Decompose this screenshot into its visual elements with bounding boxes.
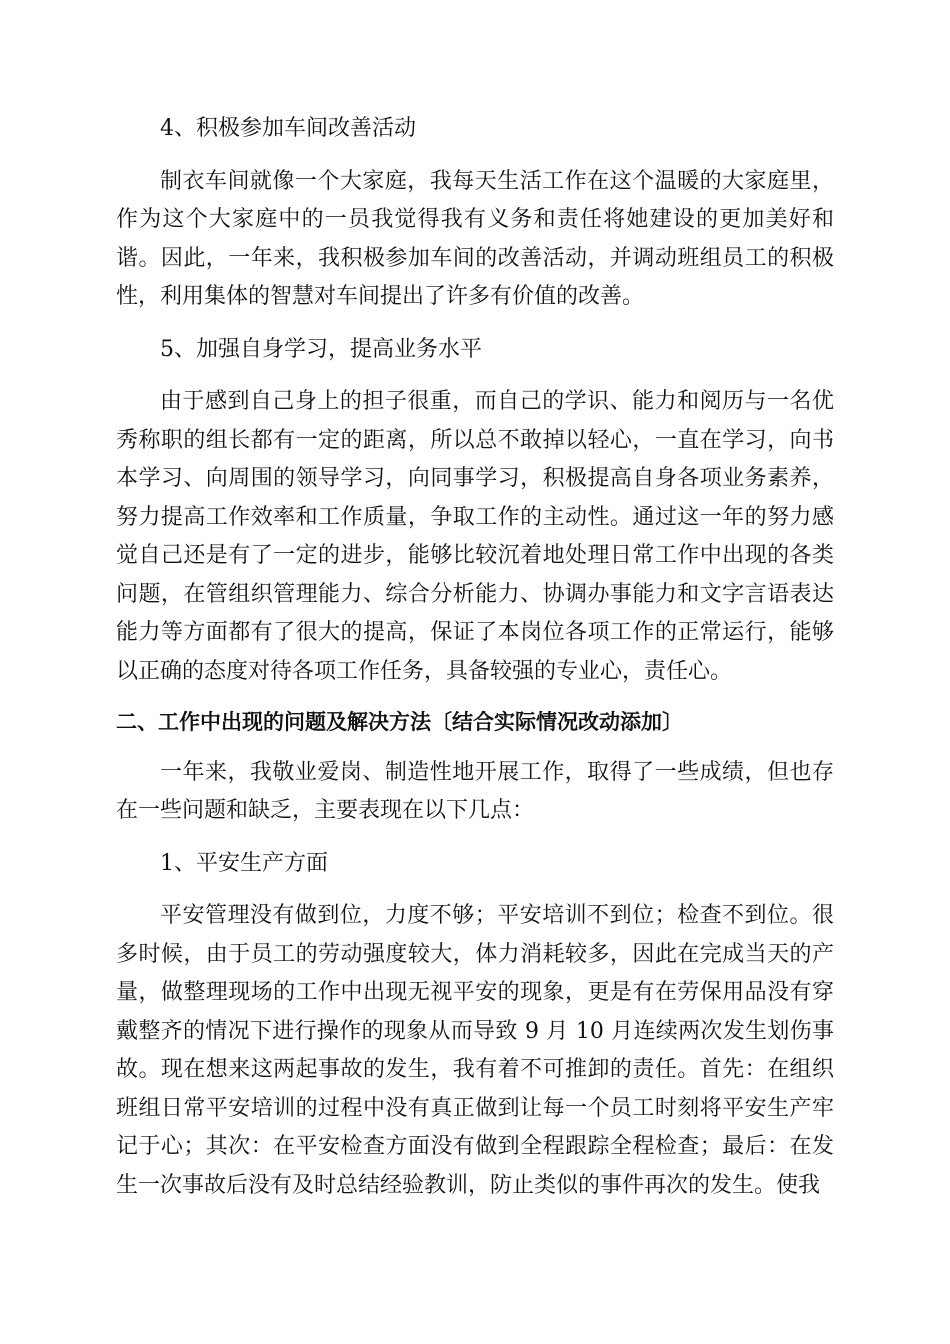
paragraph-section-2-intro: 一年来，我敬业爱岗、制造性地开展工作，取得了一些成绩，但也存在一些问题和缺乏，主要表现在以下几点： <box>116 759 834 823</box>
list-item-5-heading: 5、加强自身学习，提高业务水平 <box>160 336 482 362</box>
paragraph-workshop-improvement: 制衣车间就像一个大家庭，我每天生活工作在这个温暖的大家庭里，作为这个大家庭中的一员我觉得我有义务和责任将她建设的更加美好和谐。因此，一年来，我积极参加车间的改善活动，并调动班组员工的积极性，利用集体的智慧对车间提出了许多有价值的改善。 <box>116 168 834 309</box>
paragraph-safety-production: 平安管理没有做到位，力度不够；平安培训不到位；检查不到位。很多时候，由于员工的劳动强度较大，体力消耗较多，因此在完成当天的产量，做整理现场的工作中出现无视平安的现象，更是有在劳保用品没有穿戴整齐的情况下进行操作的现象从而导致 9 月 10 月连续两次发生划伤事故。现在想来这两起事故的发生，我有着不可推卸的责任。首先：在组织班组日常平安培训的过程中没有真正做到让每一个员工时刻将平安生产牢记于心；其次：在平安检查方面没有做到全程跟踪全程检查；最后：在发生一次事故后没有及时总结经验教训，防止类似的事件再次的发生。使我 <box>116 903 834 1198</box>
list-item-4-heading: 4、积极参加车间改善活动 <box>160 116 416 141</box>
paragraph-self-study: 由于感到自己身上的担子很重，而自己的学识、能力和阅历与一名优秀称职的组长都有一定的距离，所以总不敢掉以轻心，一直在学习，向书本学习、向周围的领导学习，向同事学习，积极提高自身各项业务素养，努力提高工作效率和工作质量，争取工作的主动性。通过这一年的努力感觉自己还是有了一定的进步，能够比较沉着地处理日常工作中出现的各类问题，在管组织管理能力、综合分析能力、协调办事能力和文字言语表达能力等方面都有了很大的提高，保证了本岗位各项工作的正常运行，能够以正确的态度对待各项工作任务，具备较强的专业心，责任心。 <box>116 389 834 684</box>
list-item-1-heading: 1、平安生产方面 <box>160 850 328 876</box>
document-page <box>116 110 834 1205</box>
section-2-heading: 二、工作中出现的问题及解决方法〔结合实际情况改动添加〕 <box>116 710 683 734</box>
